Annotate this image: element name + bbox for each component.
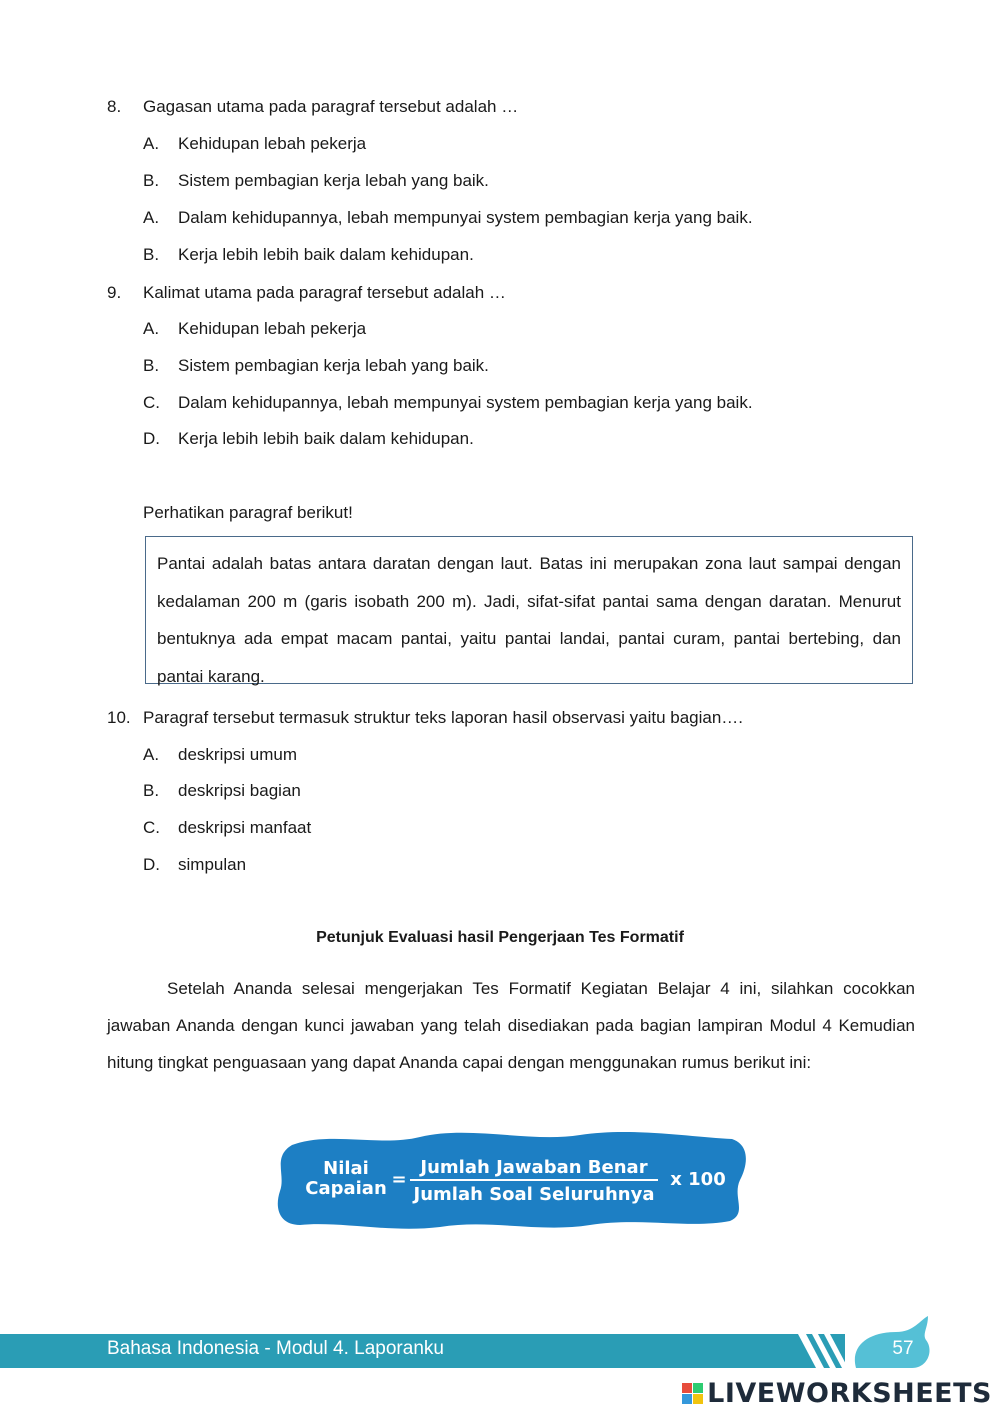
option-text: Sistem pembagian kerja lebah yang baik.	[178, 171, 489, 190]
logo-cell	[693, 1394, 703, 1404]
option[interactable]	[143, 855, 246, 875]
question-text: Paragraf tersebut termasuk struktur teks laporan hasil observasi yaitu bagian….	[143, 708, 744, 727]
option-letter: B.	[143, 356, 160, 375]
instruction: Perhatikan paragraf berikut!	[143, 503, 353, 522]
option-text: deskripsi umum	[178, 745, 298, 764]
evaluation-body: Setelah Ananda selesai mengerjakan Tes Formatif Kegiatan Belajar 4 ini, silahkan cocokkan jawaban Ananda dengan kunci jawaban yang telah disediakan pada bagian lampiran Modul 4 Kemudian hitung tingkat penguasaan yang dapat Ananda capai dengan menggunakan rumus berikut ini:	[107, 979, 915, 1072]
logo-cell	[682, 1383, 692, 1393]
option[interactable]	[143, 319, 366, 339]
option-text: Dalam kehidupannya, lebah mempunyai system pembagian kerja yang baik.	[178, 393, 753, 412]
option-letter: D.	[143, 429, 160, 448]
option-letter: C.	[143, 818, 160, 837]
question-text: Kalimat utama pada paragraf tersebut adalah …	[143, 283, 506, 302]
option[interactable]	[143, 429, 474, 449]
option[interactable]	[143, 134, 366, 154]
logo-cell	[682, 1394, 692, 1404]
logo-cell	[693, 1383, 703, 1393]
option[interactable]	[143, 781, 301, 801]
option-letter: A.	[143, 319, 160, 338]
liveworksheets-watermark	[682, 1378, 992, 1408]
paragraph-text: Pantai adalah batas antara daratan dengan laut. Batas ini merupakan zona laut sampai dengan kedalaman 200 m (garis isobath 200 m). Jadi, sifat-sifat pantai sama dengan daratan. Menurut bentuknya ada empat macam pantai, yaitu pantai landai, pantai curam, pantai bertebing, dan pantai karang.	[157, 554, 901, 686]
footer-title: Bahasa Indonesia - Modul 4. Laporanku	[107, 1338, 444, 1359]
option-letter: C.	[143, 393, 160, 412]
question-10	[107, 708, 743, 728]
option-letter: B.	[143, 171, 160, 190]
option-letter: A.	[143, 208, 160, 227]
option[interactable]	[143, 818, 311, 838]
question-number: 9.	[107, 283, 122, 302]
option-text: Kerja lebih lebih baik dalam kehidupan.	[178, 429, 474, 448]
option-letter: B.	[143, 781, 160, 800]
liveworksheets-logo-icon	[682, 1383, 703, 1404]
option[interactable]	[143, 245, 474, 265]
option-text: Sistem pembagian kerja lebah yang baik.	[178, 356, 489, 375]
option-text: Kerja lebih lebih baik dalam kehidupan.	[178, 245, 474, 264]
question-text: Gagasan utama pada paragraf tersebut adalah …	[143, 97, 519, 116]
option-letter: D.	[143, 855, 160, 874]
formula-graphic	[270, 1125, 750, 1235]
liveworksheets-text: LIVEWORKSHEETS	[707, 1377, 992, 1409]
formula-multiplier: x 100	[670, 1169, 726, 1190]
question-9	[107, 283, 506, 303]
option-text: simpulan	[178, 855, 247, 874]
option-text: deskripsi manfaat	[178, 818, 312, 837]
option-letter: A.	[143, 745, 160, 764]
formula-denominator: Jumlah Soal Seluruhnya	[413, 1184, 655, 1205]
option-letter: B.	[143, 245, 160, 264]
formula-numerator: Jumlah Jawaban Benar	[420, 1157, 648, 1178]
question-8	[107, 97, 518, 117]
option-text: deskripsi bagian	[178, 781, 301, 800]
paragraph-box	[145, 536, 913, 684]
formula-label-line1: Nilai	[323, 1158, 369, 1179]
page-number: 57	[892, 1338, 914, 1359]
option[interactable]	[143, 208, 753, 228]
option-text: Dalam kehidupannya, lebah mempunyai system pembagian kerja yang baik.	[178, 208, 753, 227]
option-letter: A.	[143, 134, 160, 153]
question-number: 8.	[107, 97, 122, 116]
option[interactable]	[143, 393, 753, 413]
option[interactable]	[143, 745, 297, 765]
question-number: 10.	[107, 708, 131, 727]
option[interactable]	[143, 356, 489, 376]
option-text: Kehidupan lebah pekerja	[178, 134, 367, 153]
option[interactable]	[143, 171, 489, 191]
option-text: Kehidupan lebah pekerja	[178, 319, 367, 338]
formula-label-line2: Capaian	[305, 1178, 387, 1199]
formula-equals: =	[391, 1169, 407, 1190]
evaluation-title: Petunjuk Evaluasi hasil Pengerjaan Tes Formatif	[316, 929, 684, 946]
